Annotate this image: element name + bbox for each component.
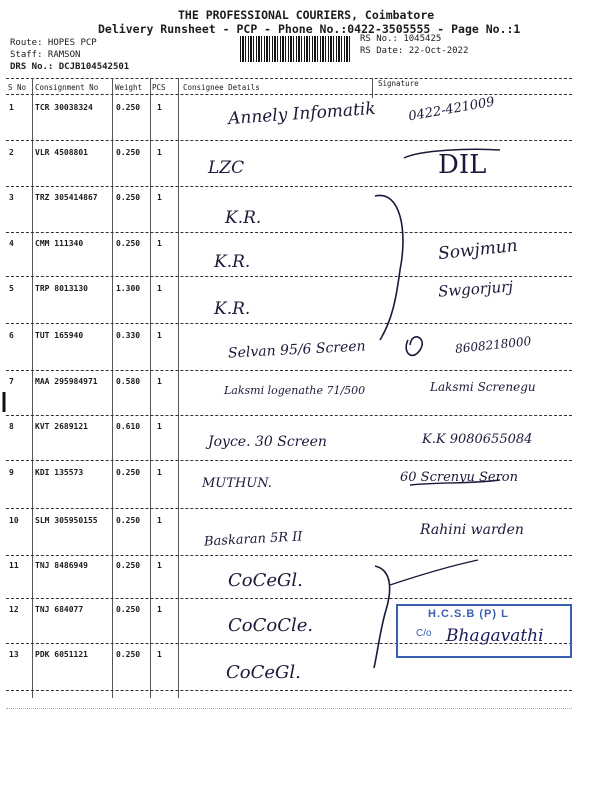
row-weight: 0.250 — [116, 605, 141, 614]
row-consignee: Selvan 95/6 Screen — [227, 338, 367, 362]
col-signature: Signature — [378, 79, 419, 88]
stamp-line2: C/o — [416, 628, 432, 639]
row-consignment: MAA 295984971 — [35, 377, 98, 386]
row-pcs: 1 — [157, 422, 162, 431]
row-sno: 11 — [9, 561, 19, 570]
col-pcs: PCS — [152, 83, 166, 92]
row-consignee: K.R. — [214, 299, 251, 319]
row-consignee: Annely Infomatik — [227, 98, 377, 130]
row-weight: 0.250 — [116, 148, 141, 157]
row-consignment: TRZ 305414867 — [35, 193, 98, 202]
col-weight: Weight — [115, 83, 143, 92]
stamp-signature: Bhagavathi — [446, 626, 544, 646]
row-consignment: KDI 135573 — [35, 468, 84, 477]
row-consignee: Joyce. 30 Screen — [208, 434, 327, 450]
row-sno: 13 — [9, 650, 19, 659]
row-sno: 9 — [9, 468, 14, 477]
row-sno: 2 — [9, 148, 14, 157]
row-sno: 10 — [9, 516, 19, 525]
runsheet-title: Delivery Runsheet - PCP - Phone No.:0422-3505555 - Page No.:1 — [98, 22, 521, 36]
row-pcs: 1 — [157, 605, 162, 614]
col-consignment: Consignment No — [35, 83, 99, 92]
row-sno: 6 — [9, 331, 14, 340]
row-signature: K.K 9080655084 — [422, 432, 533, 447]
row-signature: Laksmi Screnegu — [430, 380, 536, 394]
row-weight: 0.250 — [116, 239, 141, 248]
row-pcs: 1 — [157, 377, 162, 386]
row-consignee: LZC — [208, 158, 245, 178]
row-consignment: TCR 30038324 — [35, 103, 93, 112]
row-pcs: 1 — [157, 650, 162, 659]
row-sno: 5 — [9, 284, 14, 293]
staff-label: Staff: RAMSON — [10, 50, 81, 60]
row-sno: 12 — [9, 605, 19, 614]
row-pcs: 1 — [157, 103, 162, 112]
row-signature: 60 Screnyu Seron — [400, 470, 519, 485]
row-consignee: MUTHUN. — [202, 476, 272, 491]
row-consignee: CoCoCle. — [228, 615, 314, 636]
row-consignee: CoCeGl. — [226, 662, 301, 683]
row-consignee: K.R. — [225, 208, 262, 228]
row-consignment: TNJ 684077 — [35, 605, 84, 614]
row-pcs: 1 — [157, 516, 162, 525]
col-sno: S No — [8, 83, 27, 92]
row-weight: 0.250 — [116, 468, 141, 477]
row-signature: 0422-421009 — [407, 94, 496, 125]
rs-date: RS Date: 22-Oct-2022 — [360, 46, 469, 56]
row-pcs: 1 — [157, 284, 162, 293]
company-title: THE PROFESSIONAL COURIERS, Coimbatore — [178, 8, 435, 22]
row-pcs: 1 — [157, 561, 162, 570]
row-sno: 3 — [9, 193, 14, 202]
row-pcs: 1 — [157, 239, 162, 248]
company-stamp — [396, 604, 572, 658]
row-weight: 1.300 — [116, 284, 141, 293]
row-weight: 0.250 — [116, 650, 141, 659]
row-weight: 0.330 — [116, 331, 141, 340]
row-signature: Rahini warden — [420, 522, 524, 538]
row-sno: 8 — [9, 422, 14, 431]
row-weight: 0.250 — [116, 193, 141, 202]
row-weight: 0.250 — [116, 103, 141, 112]
rs-number: RS No.: 1045425 — [360, 34, 442, 44]
row-consignment: TNJ 8486949 — [35, 561, 88, 570]
row-consignee: Baskaran 5R II — [203, 529, 303, 550]
row-signature: Swgorjurj — [437, 277, 514, 301]
row-signature: DIL — [438, 150, 487, 180]
row-consignment: TRP 8013130 — [35, 284, 88, 293]
row-consignment: PDK 6051121 — [35, 650, 88, 659]
row-sno: 7 — [9, 377, 14, 386]
row-weight: 0.610 — [116, 422, 141, 431]
row-weight: 0.250 — [116, 516, 141, 525]
row-weight: 0.250 — [116, 561, 141, 570]
row-pcs: 1 — [157, 468, 162, 477]
row-signature: Sowjmun — [437, 235, 519, 265]
row-consignee: K.R. — [214, 252, 251, 272]
drs-number: DRS No.: DCJB104542501 — [10, 62, 130, 72]
row-consignee: CoCeGl. — [228, 570, 303, 591]
row-consignment: TUT 165940 — [35, 331, 84, 340]
row-pcs: 1 — [157, 193, 162, 202]
stamp-line1: H.C.S.B (P) L — [428, 608, 509, 620]
route-label: Route: HOPES PCP — [10, 38, 97, 48]
row-consignment: SLM 305950155 — [35, 516, 98, 525]
row-consignment: CMM 111340 — [35, 239, 84, 248]
row-pcs: 1 — [157, 331, 162, 340]
row-consignee: Laksmi logenathe 71/500 — [224, 384, 366, 397]
row-sno: 4 — [9, 239, 14, 248]
row-pcs: 1 — [157, 148, 162, 157]
row-weight: 0.580 — [116, 377, 141, 386]
col-consignee: Consignee Details — [183, 83, 260, 92]
row-consignment: VLR 4508801 — [35, 148, 88, 157]
row-sno: 1 — [9, 103, 14, 112]
row-consignment: KVT 2689121 — [35, 422, 88, 431]
row-signature: 8608218000 — [454, 334, 532, 356]
